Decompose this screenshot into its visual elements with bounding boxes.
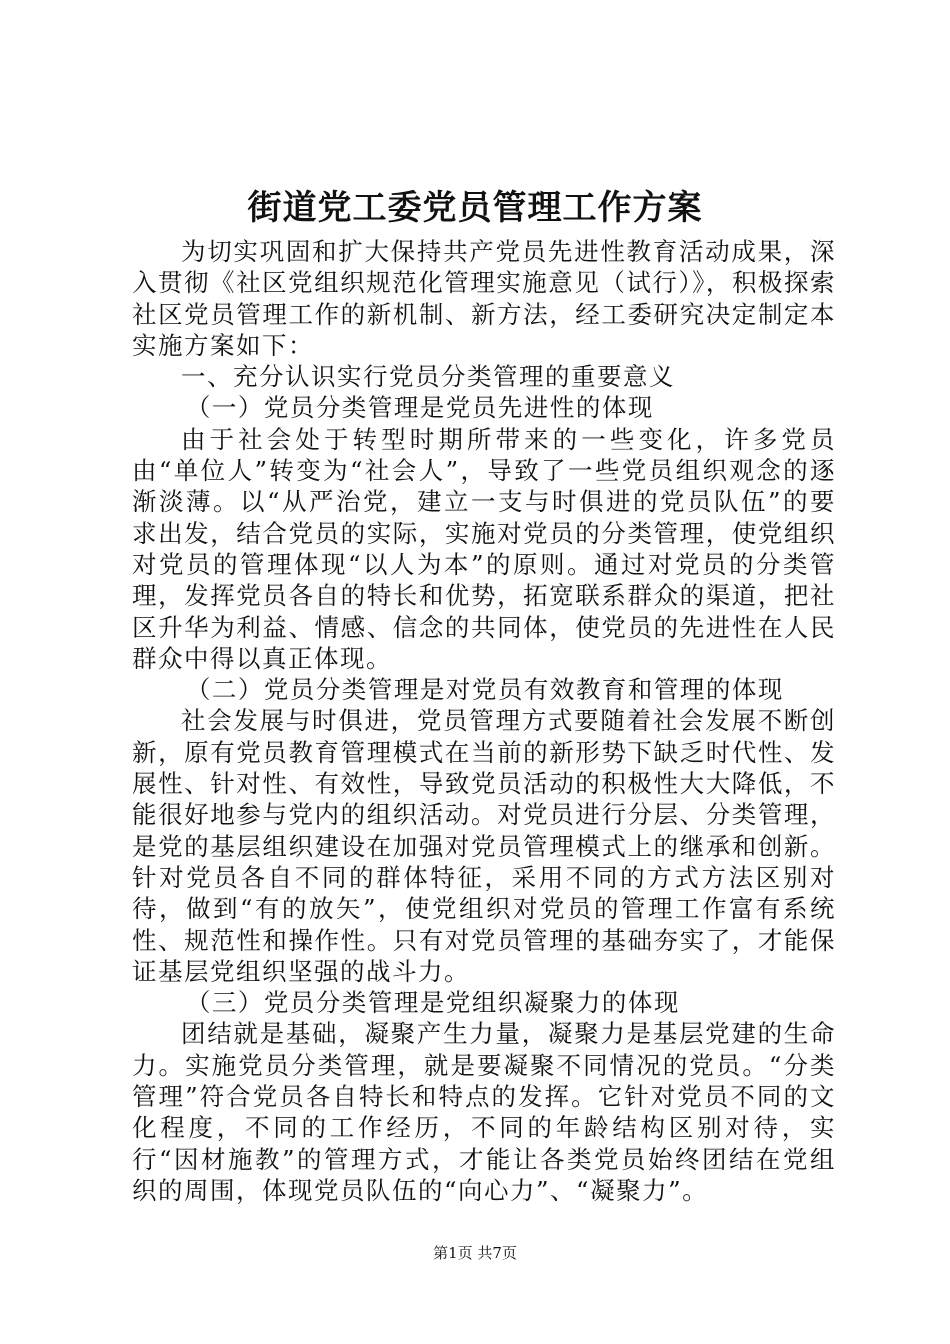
document-title: 街道党工委党员管理工作方案 (247, 188, 703, 228)
page-footer: 第1页 共7页 (433, 1244, 517, 1262)
body-paragraph-2: 社会发展与时俱进，党员管理方式要随着社会发展不断创新，原有党员教育管理模式在当前的新形势下缺乏时代性、发展性、针对性、有效性，导致党员活动的积极性大大降低，不能很好地参与党内的组织活动。对党员进行分层、分类管理，是党的基层组织建设在加强对党员管理模式上的继承和创新。针对党员各自不同的群体特征，采用不同的方式方法区别对待，做到“有的放矢”，使党组织对党员的管理工作富有系统性、规范性和操作性。只有对党员管理的基础夯实了，才能保证基层党组织坚强的战斗力。 (132, 706, 836, 986)
document-body (132, 236, 836, 1206)
subsection-heading-3: （三）党员分类管理是党组织凝聚力的体现 (185, 988, 680, 1018)
subsection-heading-1: （一）党员分类管理是党员先进性的体现 (185, 393, 654, 423)
body-paragraph-1: 由于社会处于转型时期所带来的一些变化，许多党员由“单位人”转变为“社会人”，导致了一些党员组织观念的逐渐淡薄。以“从严治党，建立一支与时俱进的党员队伍”的要求出发，结合党员的实际，实施对党员的分类管理，使党组织对党员的管理体现“以人为本”的原则。通过对党员的分类管理，发挥党员各自的特长和优势，拓宽联系群众的渠道，把社区升华为利益、情感、信念的共同体，使党员的先进性在人民群众中得以真正体现。 (132, 424, 836, 673)
subsection-heading-2: （二）党员分类管理是对党员有效教育和管理的体现 (185, 675, 784, 705)
intro-paragraph: 为切实巩固和扩大保持共产党员先进性教育活动成果，深入贯彻《社区党组织规范化管理实施意见（试行）》，积极探索社区党员管理工作的新机制、新方法，经工委研究决定制定本实施方案如下： (132, 237, 836, 360)
body-paragraph-3: 团结就是基础，凝聚产生力量，凝聚力是基层党建的生命力。实施党员分类管理，就是要凝聚不同情况的党员。“分类管理”符合党员各自特长和特点的发挥。它针对党员不同的文化程度，不同的工作经历，不同的年龄结构区别对待，实行“因材施教”的管理方式，才能让各类党员始终团结在党组织的周围，体现党员队伍的“向心力”、“凝聚力”。 (132, 1019, 836, 1205)
section-heading-1: 一、充分认识实行党员分类管理的重要意义 (181, 362, 675, 392)
